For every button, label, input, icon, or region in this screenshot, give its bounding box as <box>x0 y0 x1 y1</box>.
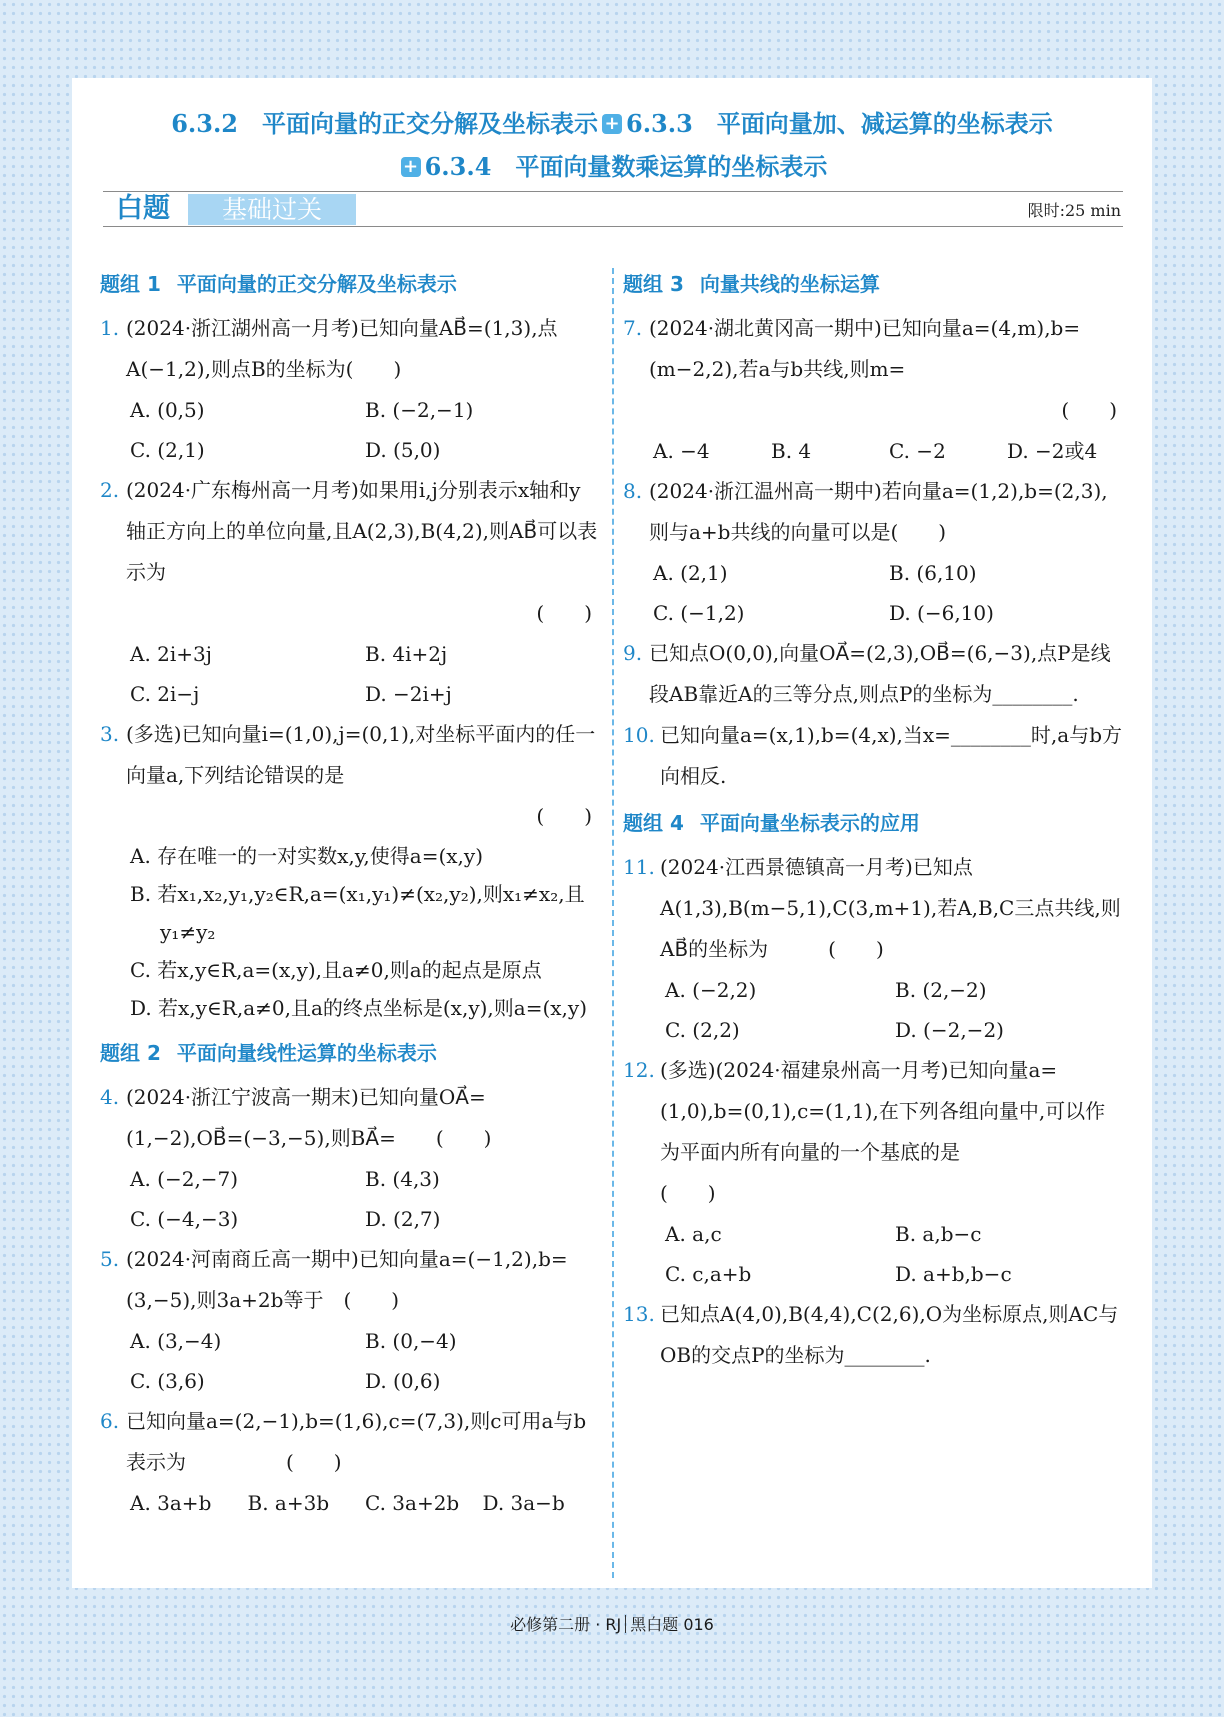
options <box>623 1214 1125 1294</box>
band-label: 白题 <box>116 193 170 224</box>
options <box>100 634 600 714</box>
footer-separator <box>625 1615 626 1633</box>
question-number: 5. <box>100 1247 120 1271</box>
question-number: 10. <box>623 723 655 747</box>
options <box>623 970 1125 1050</box>
option-d: D. (0,6) <box>365 1369 441 1393</box>
option-a: A. (−2,2) <box>665 978 757 1002</box>
options <box>100 1483 600 1523</box>
option-d: D. (−2,−2) <box>895 1018 1004 1042</box>
chapter-title-line2 <box>0 147 1224 182</box>
option-c: C. 若x,y∈R,a=(x,y),且a≠0,则a的起点是原点 <box>130 958 542 982</box>
question-number: 7. <box>623 316 643 340</box>
group-heading-2: 题组 2 平面向量线性运算的坐标表示 <box>100 1041 437 1065</box>
question-stem: (2024·浙江湖州高一月考)已知向量AB⃗=(1,3),点A(−1,2),则点B的坐标为( ) <box>126 316 558 381</box>
left-column <box>100 258 600 1523</box>
option-a: A. a,c <box>665 1222 722 1246</box>
question-stem: (2024·江西景德镇高一月考)已知点A(1,3),B(m−5,1),C(3,m+1),若A,B,C三点共线,则AB⃗的坐标为 ( ) <box>660 855 1121 961</box>
question-9 <box>623 633 1125 715</box>
option-d: D. −2i+j <box>365 682 452 706</box>
question-number: 11. <box>623 855 655 879</box>
option-a: A. (0,5) <box>130 398 205 422</box>
question-number: 9. <box>623 641 643 665</box>
group-heading-1: 题组 1 平面向量的正交分解及坐标表示 <box>100 272 457 296</box>
question-number: 6. <box>100 1409 120 1433</box>
title-section-634: 6.3.4 平面向量数乘运算的坐标表示 <box>424 152 828 181</box>
question-stem: 已知点O(0,0),向量OA⃗=(2,3),OB⃗=(6,−3),点P是线段AB靠近A的三等分点,则点P的坐标为________. <box>649 641 1111 706</box>
question-8 <box>623 471 1125 633</box>
right-column <box>623 258 1125 1376</box>
footer-page: 黑白题 016 <box>630 1615 714 1634</box>
option-c: C. (2,1) <box>130 438 205 462</box>
group-heading-4: 题组 4 平面向量坐标表示的应用 <box>623 811 920 835</box>
option-b: B. a+3b <box>247 1491 330 1515</box>
time-limit: 限时:25 min <box>1027 201 1121 220</box>
option-d: D. 若x,y∈R,a≠0,且a的终点坐标是(x,y),则a=(x,y) <box>130 996 588 1020</box>
option-d: D. (5,0) <box>365 438 441 462</box>
title-section-633: 6.3.3 平面向量加、减运算的坐标表示 <box>626 109 1053 138</box>
option-c: C. c,a+b <box>665 1262 752 1286</box>
footer-book: 必修第二册 · RJ <box>510 1615 622 1634</box>
question-5 <box>100 1239 600 1401</box>
question-10 <box>623 715 1125 797</box>
option-b: B. (2,−2) <box>895 978 987 1002</box>
question-12 <box>623 1050 1125 1294</box>
options <box>100 1159 600 1239</box>
option-c: C. (3,6) <box>130 1369 205 1393</box>
question-number: 3. <box>100 722 120 746</box>
band-sublabel: 基础过关 <box>188 194 356 225</box>
question-number: 8. <box>623 479 643 503</box>
options <box>100 837 600 1027</box>
question-stem: (2024·河南商丘高一期中)已知向量a=(−1,2),b=(3,−5),则3a+2b等于 ( ) <box>126 1247 568 1312</box>
question-stem: 已知向量a=(x,1),b=(4,x),当x=________时,a与b方向相反. <box>660 723 1123 788</box>
question-stem: 已知点A(4,0),B(4,4),C(2,6),O为坐标原点,则AC与OB的交点P的坐标为________. <box>660 1302 1119 1367</box>
option-d: D. (2,7) <box>365 1207 441 1231</box>
option-a: A. (3,−4) <box>130 1329 222 1353</box>
option-a: A. (2,1) <box>653 561 728 585</box>
answer-bracket: ( ) <box>536 601 592 625</box>
question-stem: (多选)已知向量i=(1,0),j=(0,1),对坐标平面内的任一向量a,下列结论错误的是 <box>126 722 596 787</box>
option-b: B. 若x₁,x₂,y₁,y₂∈R,a=(x₁,y₁)≠(x₂,y₂),则x₁≠x₂,且y₁≠y₂ <box>130 882 585 944</box>
question-stem: (多选)(2024·福建泉州高一月考)已知向量a=(1,0),b=(0,1),c=(1,1),在下列各组向量中,可以作为平面内所有向量的一个基底的是 ( ) <box>660 1058 1120 1205</box>
option-b: B. 4i+2j <box>365 642 448 666</box>
option-a: A. 2i+3j <box>130 642 212 666</box>
option-c: C. (−4,−3) <box>130 1207 239 1231</box>
question-3 <box>100 714 600 1027</box>
option-d: D. (−6,10) <box>889 601 994 625</box>
question-number: 12. <box>623 1058 655 1082</box>
chapter-title-line1 <box>0 104 1224 139</box>
option-d: D. 3a−b <box>482 1491 565 1515</box>
question-stem: 已知向量a=(2,−1),b=(1,6),c=(7,3),则c可用a与b表示为 ( ) <box>126 1409 587 1474</box>
question-13 <box>623 1294 1125 1376</box>
option-c: C. (2,2) <box>665 1018 740 1042</box>
question-4 <box>100 1077 600 1239</box>
band-top-rule <box>103 191 1123 192</box>
plus-icon: + <box>602 114 622 134</box>
question-number: 13. <box>623 1302 655 1326</box>
options <box>623 431 1125 471</box>
options <box>623 553 1125 633</box>
title-section-632: 6.3.2 平面向量的正交分解及坐标表示 <box>171 109 598 138</box>
option-c: C. 3a+2b <box>365 1491 460 1515</box>
option-d: D. −2或4 <box>1007 439 1098 463</box>
option-a: A. 存在唯一的一对实数x,y,使得a=(x,y) <box>130 844 484 868</box>
option-c: C. −2 <box>889 439 946 463</box>
question-stem: (2024·广东梅州高一月考)如果用i,j分别表示x轴和y轴正方向上的单位向量,且A(2,3),B(4,2),则AB⃗可以表示为 <box>126 478 598 584</box>
question-number: 4. <box>100 1085 120 1109</box>
question-2 <box>100 470 600 714</box>
band-bottom-rule <box>103 226 1123 227</box>
plus-icon: + <box>401 157 421 177</box>
answer-bracket: ( ) <box>536 804 592 828</box>
question-stem: (2024·湖北黄冈高一期中)已知向量a=(4,m),b=(m−2,2),若a与b共线,则m= <box>649 316 1081 381</box>
options <box>100 1321 600 1401</box>
option-c: C. 2i−j <box>130 682 200 706</box>
option-c: C. (−1,2) <box>653 601 745 625</box>
option-b: B. a,b−c <box>895 1222 982 1246</box>
option-b: B. (6,10) <box>889 561 977 585</box>
column-divider <box>612 268 614 1578</box>
options <box>100 390 600 470</box>
question-stem: (2024·浙江温州高一期中)若向量a=(1,2),b=(2,3),则与a+b共线的向量可以是( ) <box>649 479 1108 544</box>
question-stem: (2024·浙江宁波高一期末)已知向量OA⃗=(1,−2),OB⃗=(−3,−5),则BA⃗= ( ) <box>126 1085 492 1150</box>
group-heading-3: 题组 3 向量共线的坐标运算 <box>623 272 880 296</box>
option-a: A. (−2,−7) <box>130 1167 239 1191</box>
answer-bracket: ( ) <box>1061 398 1117 422</box>
question-11 <box>623 847 1125 1050</box>
option-a: A. −4 <box>653 439 710 463</box>
question-7 <box>623 308 1125 471</box>
option-b: B. (0,−4) <box>365 1329 457 1353</box>
option-b: B. (−2,−1) <box>365 398 474 422</box>
option-a: A. 3a+b <box>130 1491 212 1515</box>
option-d: D. a+b,b−c <box>895 1262 1012 1286</box>
question-number: 2. <box>100 478 120 502</box>
question-6 <box>100 1401 600 1523</box>
option-b: B. (4,3) <box>365 1167 440 1191</box>
question-1 <box>100 308 600 470</box>
option-b: B. 4 <box>771 439 812 463</box>
page-footer <box>0 1612 1224 1635</box>
question-number: 1. <box>100 316 120 340</box>
